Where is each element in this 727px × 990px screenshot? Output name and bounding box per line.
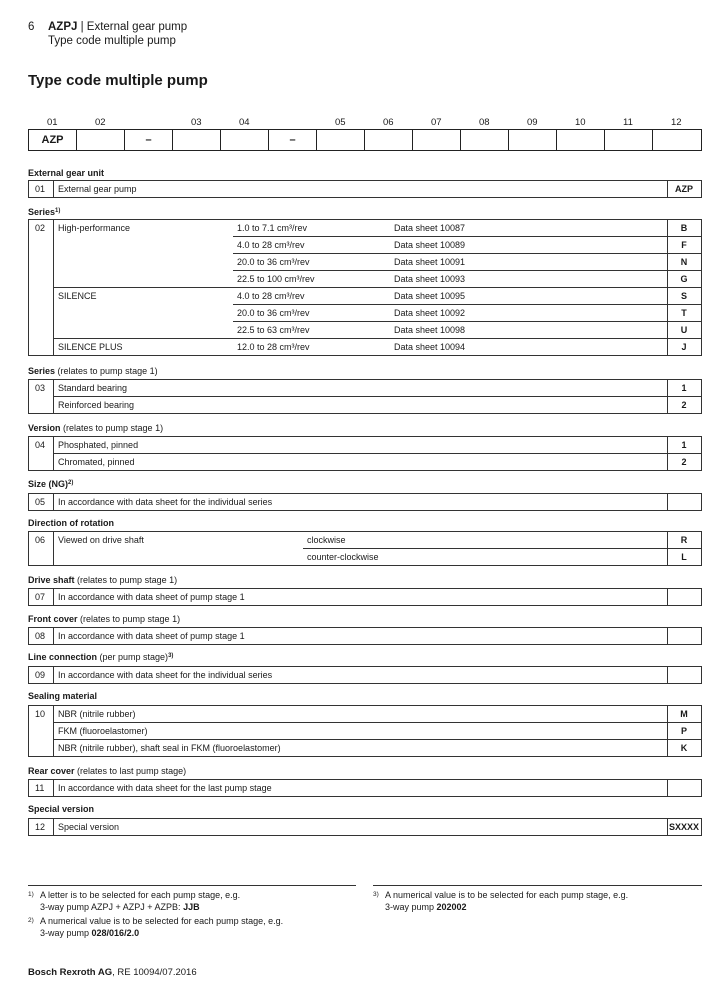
displacement: 22.5 to 100 cm³/rev: [237, 274, 315, 284]
series-group: SILENCE PLUS: [58, 342, 123, 352]
row-code: B: [680, 223, 688, 233]
position-label: 04: [239, 117, 250, 128]
size-footnote-ref: 2): [68, 480, 74, 486]
code-cell: [461, 130, 509, 150]
code-cell: [173, 130, 221, 150]
row-label: NBR (nitrile rubber): [58, 709, 136, 719]
position-label: 10: [575, 117, 586, 128]
row-code: R: [680, 535, 688, 545]
bearing-note: (relates to pump stage 1): [55, 366, 158, 376]
row-label: NBR (nitrile rubber), shaft seal in FKM (fluoroelastomer): [58, 743, 281, 753]
row-code: P: [680, 726, 687, 736]
data-sheet: Data sheet 10093: [394, 274, 466, 284]
row-number: 08: [35, 631, 46, 641]
data-sheet: Data sheet 10095: [394, 291, 466, 301]
row-label: Chromated, pinned: [58, 457, 135, 467]
section-special: Special version: [28, 804, 95, 814]
row-code: 1: [681, 440, 687, 450]
version-title: Version: [28, 423, 61, 433]
position-label: 07: [431, 117, 442, 128]
code-cell: [605, 130, 653, 150]
displacement: 20.0 to 36 cm³/rev: [237, 257, 310, 267]
version-note: (relates to pump stage 1): [60, 423, 164, 433]
row-number: 12: [35, 822, 46, 832]
rear-cover-note: (relates to last pump stage): [74, 766, 187, 776]
section-line-connection: [28, 652, 173, 663]
page-title: Type code multiple pump: [28, 72, 208, 89]
footnote-example: 028/016/2.0: [91, 928, 140, 938]
row-number: 01: [35, 184, 46, 194]
row-number: 07: [35, 592, 46, 602]
row-code: 2: [681, 457, 687, 467]
footnote-text: 3-way pump: [40, 928, 92, 938]
front-cover-title: Front cover: [28, 614, 78, 624]
code-cell: [557, 130, 605, 150]
displacement: 22.5 to 63 cm³/rev: [237, 325, 310, 335]
type-code-grid: [28, 117, 702, 151]
footnote-mark: 3): [373, 891, 379, 898]
series-footnote-ref: 1): [55, 208, 61, 214]
position-label: 12: [671, 117, 682, 128]
row-number: 05: [35, 497, 46, 507]
footnote-text: 3-way pump: [385, 902, 437, 912]
row-label: Standard bearing: [58, 383, 128, 393]
code-cell: [509, 130, 557, 150]
footnote-mark: 1): [28, 891, 34, 898]
row-code: 1: [681, 383, 687, 393]
data-sheet: Data sheet 10089: [394, 240, 466, 250]
row-label: In accordance with data sheet of pump stage 1: [58, 592, 245, 602]
code-cell: –: [269, 130, 317, 150]
header-subtitle: External gear pump: [86, 21, 188, 33]
position-label: 03: [191, 117, 202, 128]
header-subtitle-2: Type code multiple pump: [48, 35, 176, 47]
page-footer: [28, 967, 197, 978]
footnote-example: 202002: [436, 902, 467, 912]
row-number: 11: [35, 783, 45, 793]
row-code: SXXXX: [668, 822, 699, 832]
row-label: Phosphated, pinned: [58, 440, 139, 450]
series-title: Series: [28, 207, 56, 217]
footnote-mark: 2): [28, 917, 34, 924]
displacement: 20.0 to 36 cm³/rev: [237, 308, 310, 318]
rear-cover-title: Rear cover: [28, 766, 75, 776]
row-code: 2: [681, 400, 687, 410]
company-name: Bosch Rexroth AG: [28, 967, 113, 978]
data-sheet: Data sheet 10087: [394, 223, 466, 233]
position-label: 02: [95, 117, 106, 128]
code-cell: [365, 130, 413, 150]
row-label: In accordance with data sheet for the last pump stage: [58, 783, 272, 793]
row-number: 02: [35, 223, 46, 233]
row-label: FKM (fluoroelastomer): [58, 726, 148, 736]
header-separator: |: [77, 21, 87, 33]
line-connection-title: Line connection: [28, 652, 98, 662]
position-label: 01: [47, 117, 58, 128]
front-cover-note: (relates to pump stage 1): [77, 614, 181, 624]
row-code: S: [680, 291, 687, 301]
series-group: High-performance: [58, 223, 131, 233]
data-sheet: Data sheet 10091: [394, 257, 466, 267]
row-number: 03: [35, 383, 46, 393]
section-sealing: Sealing material: [28, 691, 98, 701]
line-connection-footnote-ref: 3): [168, 653, 174, 659]
row-number: 04: [35, 440, 46, 450]
section-size: [28, 479, 73, 490]
section-rotation: Direction of rotation: [28, 518, 114, 528]
footnote-text: 3-way pump AZPJ + AZPJ + AZPB:: [40, 902, 184, 912]
code-cell: AZP: [29, 130, 77, 150]
code-cell: [221, 130, 269, 150]
section-series: [28, 207, 60, 218]
row-label: Special version: [58, 822, 120, 832]
footnote-text: A numerical value is to be selected for each pump stage, e.g.: [40, 916, 284, 926]
rotation-option: counter-clockwise: [307, 552, 379, 562]
position-label: 08: [479, 117, 490, 128]
footnote-text: A letter is to be selected for each pump stage, e.g.: [40, 890, 241, 900]
row-code: G: [680, 274, 688, 284]
product-name: AZPJ: [48, 21, 78, 33]
row-number: 10: [35, 709, 46, 719]
drive-shaft-note: (relates to pump stage 1): [74, 575, 178, 585]
data-sheet: Data sheet 10094: [394, 342, 466, 352]
row-code: AZP: [675, 184, 693, 194]
line-connection-note: (per pump stage): [97, 652, 169, 662]
rotation-option: clockwise: [307, 535, 346, 545]
code-cell: [317, 130, 365, 150]
code-cell: [653, 130, 701, 150]
position-label: 11: [623, 117, 633, 128]
row-label: Viewed on drive shaft: [58, 535, 144, 545]
position-label: 09: [527, 117, 538, 128]
row-code: K: [680, 743, 688, 753]
row-number: 09: [35, 670, 46, 680]
row-code: F: [681, 240, 687, 250]
code-cell: [77, 130, 125, 150]
position-label: 06: [383, 117, 394, 128]
code-cell: –: [125, 130, 173, 150]
row-label: In accordance with data sheet of pump stage 1: [58, 631, 245, 641]
bearing-title: Series: [28, 366, 56, 376]
size-title: Size (NG): [28, 479, 69, 489]
data-sheet: Data sheet 10098: [394, 325, 466, 335]
row-code: N: [680, 257, 688, 267]
section-version: [28, 423, 163, 434]
section-drive-shaft: [28, 575, 177, 586]
series-group: SILENCE: [58, 291, 97, 301]
row-code: U: [680, 325, 688, 335]
section-rear-cover: [28, 766, 186, 777]
page-number: 6: [28, 21, 35, 33]
footnote-text: A numerical value is to be selected for each pump stage, e.g.: [385, 890, 629, 900]
row-code: M: [680, 709, 688, 719]
section-bearing: [28, 366, 158, 377]
section-external-gear-unit: External gear unit: [28, 168, 105, 178]
code-cell: [413, 130, 461, 150]
displacement: 1.0 to 7.1 cm³/rev: [237, 223, 308, 233]
row-label: In accordance with data sheet for the individual series: [58, 497, 273, 507]
section-front-cover: [28, 614, 180, 625]
drive-shaft-title: Drive shaft: [28, 575, 75, 585]
row-number: 06: [35, 535, 46, 545]
footnote-example: JJB: [183, 902, 200, 912]
row-code: J: [681, 342, 687, 352]
document-number: , RE 10094/07.2016: [112, 967, 197, 978]
displacement: 12.0 to 28 cm³/rev: [237, 342, 310, 352]
row-label: In accordance with data sheet for the individual series: [58, 670, 273, 680]
row-code: L: [681, 552, 687, 562]
displacement: 4.0 to 28 cm³/rev: [237, 240, 305, 250]
position-label: 05: [335, 117, 346, 128]
row-code: T: [681, 308, 687, 318]
row-label: Reinforced bearing: [58, 400, 135, 410]
row-label: External gear pump: [58, 184, 137, 194]
displacement: 4.0 to 28 cm³/rev: [237, 291, 305, 301]
data-sheet: Data sheet 10092: [394, 308, 466, 318]
